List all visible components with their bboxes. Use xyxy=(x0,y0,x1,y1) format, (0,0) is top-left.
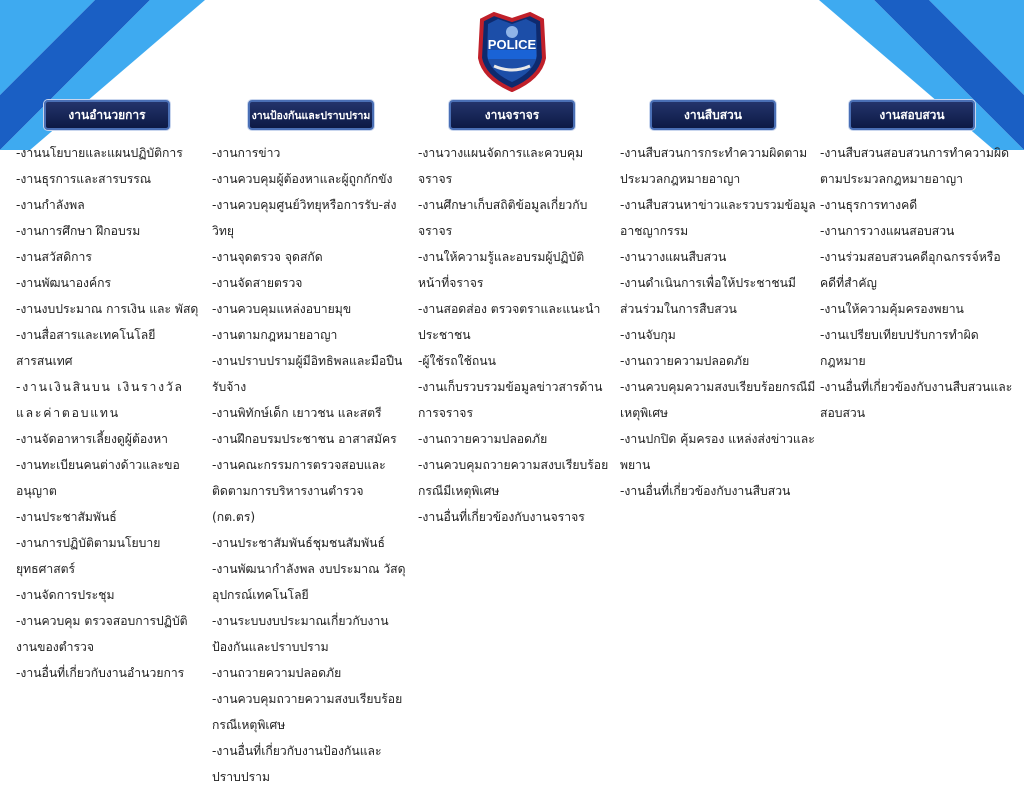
list-item: -งานสืบสวนสอบสวนการทำความผิดตามประมวลกฎหมายอาญา xyxy=(820,146,1009,186)
list-item: -งานสื่อสารและเทคโนโลยีสารสนเทศ xyxy=(16,328,156,368)
list-item: -งานถวายความปลอดภัย xyxy=(418,432,548,446)
list-item: -งานควบคุมถวายความสงบเรียบร้อยกรณีเหตุพิเศษ xyxy=(212,692,403,732)
list-item: -งานธุรการและสารบรรณ xyxy=(16,172,152,186)
column-administration xyxy=(16,100,206,686)
police-shield-icon xyxy=(474,10,550,92)
list-item: -งานควบคุมแหล่งอบายมุข xyxy=(212,302,352,316)
list-item: -งานระบบงบประมาณเกี่ยวกับงานป้องกันและปราบปราม xyxy=(212,614,389,654)
column-prevention xyxy=(212,100,408,790)
list-item: -งานทะเบียนคนต่างด้าวและขออนุญาต xyxy=(16,458,180,498)
column-header: งานสอบสวน xyxy=(849,100,975,130)
list-item: -งานการวางแผนสอบสวน xyxy=(820,224,955,238)
list-item: -งานถวายความปลอดภัย xyxy=(212,666,342,680)
list-item: -งานการศึกษา ฝึกอบรม xyxy=(16,224,141,238)
list-item: -งานควบคุม ตรวจสอบการปฏิบัติงานของตำรวจ xyxy=(16,614,188,654)
list-item: -งานพัฒนากำลังพล งบประมาณ วัสดุอุปกรณ์เทคโนโลยี xyxy=(212,562,406,602)
list-item: -งานคณะกรรมการตรวจสอบและติดตามการบริหารงานตำรวจ (กต.ตร) xyxy=(212,458,386,524)
list-item: -งานอื่นที่เกี่ยวข้องกับงานสืบสวนและสอบสวน xyxy=(820,380,1013,420)
list-item: -งานการข่าว xyxy=(212,146,281,160)
list-item: -งานตามกฎหมายอาญา xyxy=(212,328,338,342)
list-item: -งานประชาสัมพันธ์ชุมชนสัมพันธ์ xyxy=(212,536,385,550)
list-item: -งานนโยบายและแผนปฏิบัติการ xyxy=(16,146,183,160)
list-item: -งานสืบสวนการกระทำความผิดตามประมวลกฎหมายอาญา xyxy=(620,146,808,186)
list-item: -งานกำลังพล xyxy=(16,198,85,212)
list-item: -งานอื่นที่เกี่ยวกับงานอำนวยการ xyxy=(16,666,185,680)
list-item: -งานงบประมาณ การเงิน และ พัสดุ xyxy=(16,302,199,316)
list-item: -งานพัฒนาองค์กร xyxy=(16,276,112,290)
list-item: -งานปราบปรามผู้มีอิทธิพลและมือปืนรับจ้าง xyxy=(212,354,403,394)
column-header: งานสืบสวน xyxy=(650,100,776,130)
list-item: -งานจัดการประชุม xyxy=(16,588,115,602)
list-item: -งานจัดสายตรวจ xyxy=(212,276,303,290)
list-item: -งานควบคุมความสงบเรียบร้อยกรณีมีเหตุพิเศษ xyxy=(620,380,816,420)
list-item: -งานจัดอาหารเลี้ยงดูผู้ต้องหา xyxy=(16,432,169,446)
list-item: -งานควบคุมถวายความสงบเรียบร้อยกรณีมีเหตุพิเศษ xyxy=(418,458,609,498)
item-list xyxy=(820,140,1016,426)
list-item: -งานวางแผนจัดการและควบคุมจราจร xyxy=(418,146,584,186)
list-item: -งานพิทักษ์เด็ก เยาวชน และสตรี xyxy=(212,406,382,420)
list-item: -งานเปรียบเทียบปรับการทำผิดกฎหมาย xyxy=(820,328,979,368)
logo-text: POLICE xyxy=(487,37,537,52)
column-header: งานจราจร xyxy=(449,100,575,130)
list-item: -งานวางแผนสืบสวน xyxy=(620,250,727,264)
list-item: -งานควบคุมผู้ต้องหาและผู้ถูกกักขัง xyxy=(212,172,393,186)
list-item: -งานศึกษาเก็บสถิติข้อมูลเกี่ยวกับจราจร xyxy=(418,198,588,238)
list-item: -งานให้ความรู้และอบรมผู้ปฏิบัติหน้าที่จราจร xyxy=(418,250,585,290)
list-item: -งานดำเนินการเพื่อให้ประชาชนมีส่วนร่วมในการสืบสวน xyxy=(620,276,796,316)
item-list xyxy=(620,140,816,504)
list-item: -ผู้ใช้รถใช้ถนน xyxy=(418,354,496,368)
list-item: -งานอื่นที่เกี่ยวกับงานป้องกันและปราบปราม xyxy=(212,744,382,784)
list-item: -งานสวัสดิการ xyxy=(16,250,92,264)
list-item: -งานสืบสวนหาข่าวและรวบรวมข้อมูลอาชญากรรม xyxy=(620,198,816,238)
list-item: -งานควบคุมศูนย์วิทยุหรือการรับ-ส่งวิทยุ xyxy=(212,198,397,238)
column-header: งานป้องกันและปราบปราม xyxy=(248,100,374,130)
list-item: -งานเก็บรวบรวมข้อมูลข่าวสารด้านการจราจร xyxy=(418,380,603,420)
column-header: งานอำนวยการ xyxy=(44,100,170,130)
column-investigation xyxy=(620,100,816,504)
item-list xyxy=(212,140,408,790)
list-item: -งานฝึกอบรมประชาชน อาสาสมัคร xyxy=(212,432,397,446)
list-item: -งานอื่นที่เกี่ยวข้องกับงานสืบสวน xyxy=(620,484,791,498)
list-item: -งานสอดส่อง ตรวจตราและแนะนำประชาชน xyxy=(418,302,601,342)
column-inquiry xyxy=(820,100,1016,426)
list-item: -งานอื่นที่เกี่ยวข้องกับงานจราจร xyxy=(418,510,585,524)
list-item: -งานจับกุม xyxy=(620,328,676,342)
list-item: -งานจุดตรวจ จุดสกัด xyxy=(212,250,323,264)
list-item: -งานให้ความคุ้มครองพยาน xyxy=(820,302,964,316)
item-list xyxy=(16,140,206,686)
item-list xyxy=(418,140,614,530)
list-item: -งานการปฏิบัติตามนโยบายยุทธศาสตร์ xyxy=(16,536,161,576)
list-item: -งานปกปิด คุ้มครอง แหล่งส่งข่าวและพยาน xyxy=(620,432,815,472)
list-item: -งานร่วมสอบสวนคดีอุกฉกรรจ์หรือคดีที่สำคัญ xyxy=(820,250,1001,290)
column-traffic xyxy=(418,100,614,530)
list-item: -งานถวายความปลอดภัย xyxy=(620,354,750,368)
list-item: -งานธุรการทางคดี xyxy=(820,198,918,212)
list-item: -งานประชาสัมพันธ์ xyxy=(16,510,117,524)
list-item: -งานเงินสินบน เงินรางวัลและค่าตอบแทน xyxy=(16,380,184,420)
